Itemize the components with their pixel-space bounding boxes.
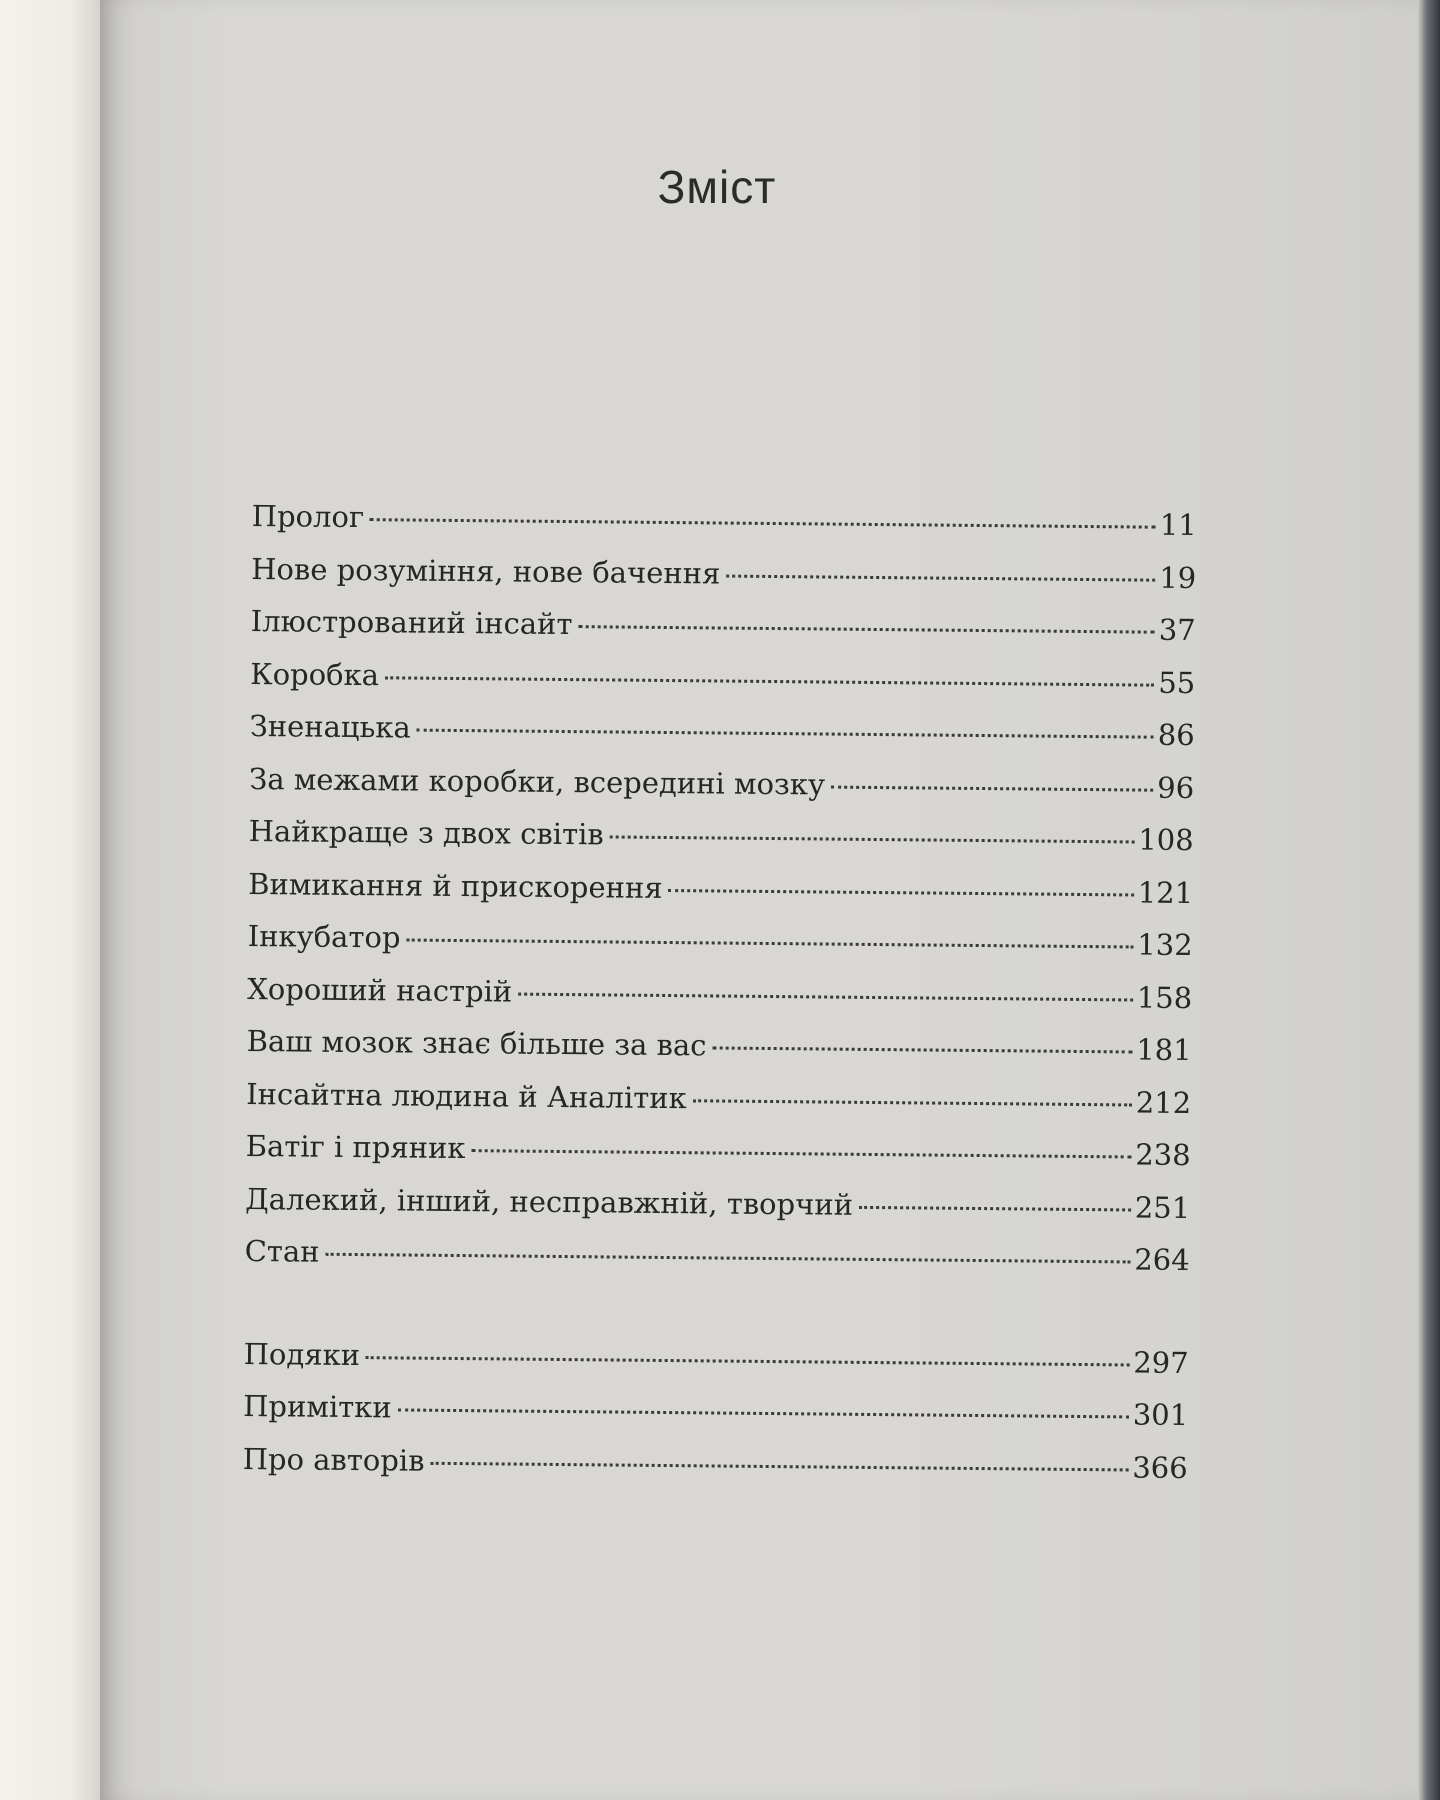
toc-entry-page: 108 <box>1138 822 1194 858</box>
toc-entry-title: Найкраще з двох світів <box>248 813 604 852</box>
toc-leader-dots <box>712 1046 1132 1053</box>
toc-leader-dots <box>693 1099 1132 1106</box>
toc-entry <box>248 857 1193 919</box>
page-right-edge <box>1418 0 1440 1800</box>
toc-entry-title: Вимикання й прискорення <box>248 866 663 905</box>
toc-entry-title: Далекий, інший, несправжній, творчий <box>245 1181 854 1222</box>
toc-entry-title: Примітки <box>243 1388 392 1425</box>
toc-leader-dots <box>385 676 1154 686</box>
toc-entry-title: Коробка <box>250 656 380 692</box>
page-title: Зміст <box>657 161 777 213</box>
toc-entry-title: Батіг і пряник <box>245 1128 466 1166</box>
toc-entry-title: Пролог <box>251 498 365 535</box>
toc-section-gap <box>244 1277 1189 1336</box>
toc-entry-title: Про авторів <box>242 1441 425 1478</box>
toc-entry <box>247 962 1192 1024</box>
toc-entry-page: 121 <box>1137 875 1194 910</box>
toc-entry-title: За межами коробки, всередині мозку <box>249 761 826 802</box>
toc-entry <box>246 1067 1191 1129</box>
table-of-contents <box>242 490 1197 1494</box>
toc-entry-page: 96 <box>1157 770 1195 805</box>
toc-entry-page: 19 <box>1159 560 1197 595</box>
toc-entry <box>242 1432 1187 1494</box>
toc-entry-page: 86 <box>1157 717 1195 753</box>
toc-entry-title: Ваш мозок знає більше за вас <box>246 1023 707 1063</box>
toc-entry-title: Нове розуміння, нове бачення <box>251 551 721 590</box>
toc-leader-dots <box>417 729 1154 739</box>
facing-page-edge <box>0 0 100 1800</box>
toc-entry-page: 297 <box>1133 1345 1189 1380</box>
toc-entry <box>251 542 1196 604</box>
toc-entry-title: Стан <box>244 1233 320 1269</box>
toc-entry-page: 11 <box>1159 507 1197 543</box>
toc-entry <box>247 910 1192 972</box>
toc-entry <box>250 595 1195 657</box>
toc-entry-title: Інсайтна людина й Аналітик <box>246 1076 687 1115</box>
toc-leader-dots <box>610 835 1135 843</box>
toc-entry-page: 158 <box>1136 980 1193 1015</box>
toc-leader-dots <box>366 1356 1129 1366</box>
toc-leader-dots <box>578 625 1154 634</box>
toc-leader-dots <box>518 992 1133 1001</box>
toc-entry-page: 212 <box>1135 1085 1192 1120</box>
toc-leader-dots <box>370 518 1156 529</box>
toc-entry-page: 301 <box>1132 1397 1189 1433</box>
toc-leader-dots <box>471 1149 1131 1158</box>
toc-entry <box>248 805 1193 867</box>
toc-entry <box>251 490 1196 552</box>
toc-back-matter <box>242 1327 1188 1494</box>
toc-entry-title: Ілюстрований інсайт <box>250 603 573 642</box>
toc-entry <box>250 647 1195 709</box>
toc-entry-page: 55 <box>1158 665 1196 700</box>
toc-entry <box>249 700 1194 762</box>
toc-entry <box>245 1172 1190 1234</box>
toc-entry-page: 264 <box>1134 1242 1190 1278</box>
toc-entry-page: 181 <box>1136 1032 1192 1068</box>
toc-leader-dots <box>430 1461 1128 1471</box>
toc-entry-page: 37 <box>1158 612 1196 648</box>
toc-entry <box>245 1120 1190 1182</box>
toc-leader-dots <box>398 1408 1129 1418</box>
toc-entry <box>249 752 1194 814</box>
toc-entry-title: Подяки <box>243 1336 361 1372</box>
toc-entry <box>246 1015 1191 1077</box>
toc-entry-page: 132 <box>1137 927 1193 963</box>
toc-entry <box>243 1327 1188 1389</box>
toc-entry-page: 251 <box>1134 1190 1191 1225</box>
toc-leader-dots <box>669 889 1134 896</box>
toc-entry <box>244 1225 1189 1287</box>
toc-entry-title: Інкубатор <box>247 918 401 955</box>
toc-chapters <box>244 490 1197 1287</box>
toc-entry <box>243 1380 1188 1442</box>
toc-leader-dots <box>859 1205 1131 1211</box>
toc-entry-page: 366 <box>1132 1449 1188 1485</box>
toc-leader-dots <box>406 939 1133 949</box>
toc-entry-title: Хороший настрій <box>247 971 513 1009</box>
toc-entry-title: Зненацька <box>249 708 411 745</box>
toc-leader-dots <box>726 574 1155 581</box>
toc-leader-dots <box>831 785 1153 791</box>
toc-leader-dots <box>326 1253 1131 1264</box>
toc-entry-page: 238 <box>1135 1137 1191 1173</box>
